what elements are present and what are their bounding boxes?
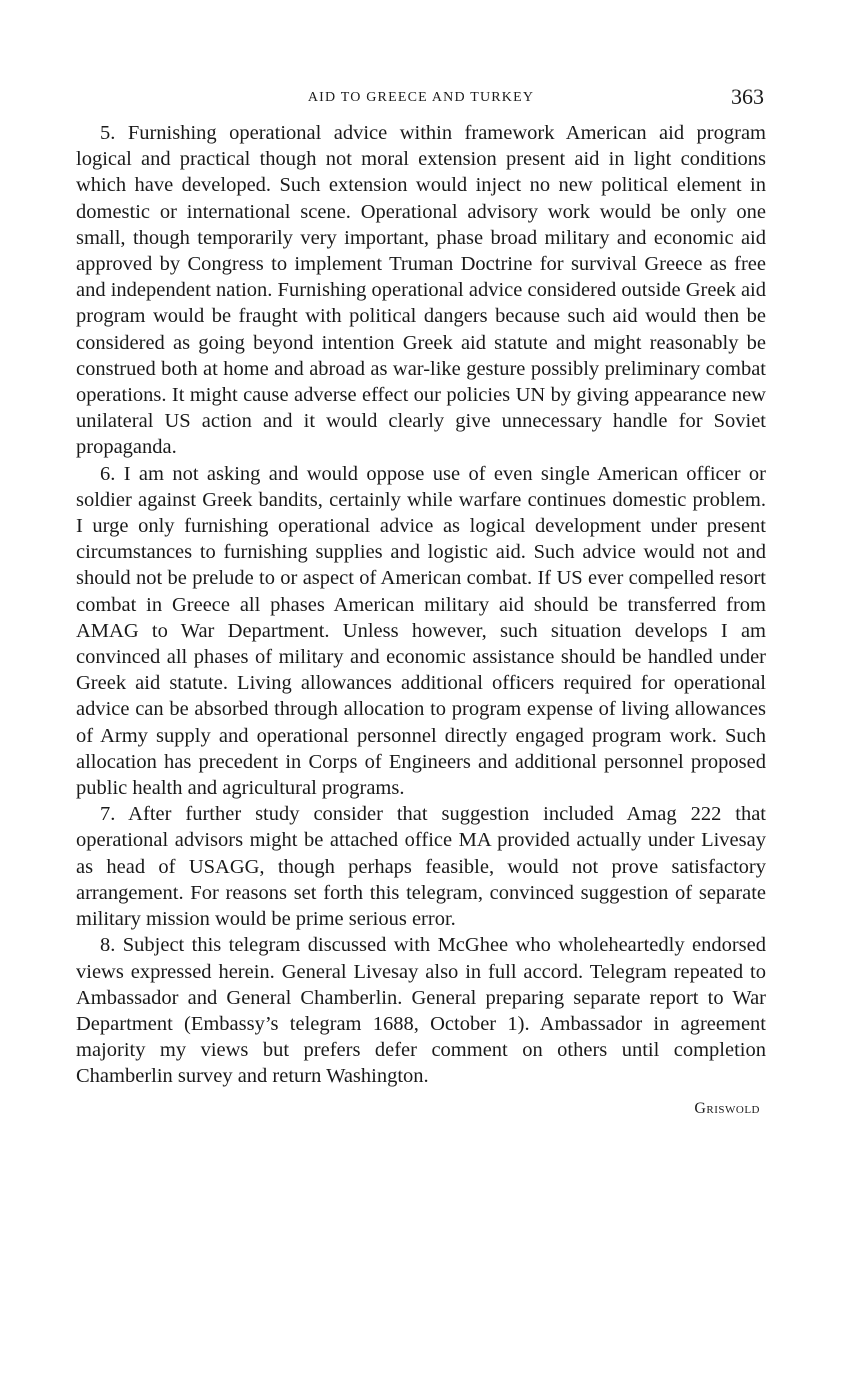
paragraph-7: 7. After further study consider that suggestion included Amag 222 that operational advisors might be attached office MA provided actually under Livesay as head of USAGG, though perhaps feasible, would not prove satisfactory arrangement. For reasons set forth this telegram, convinced suggestion of separate military mission would be prime serious error.	[76, 803, 766, 931]
paragraph-6: 6. I am not asking and would oppose use of even single American officer or soldier against Greek bandits, certainly while warfare continues domestic problem. I urge only furnishing operational advice as logical development under present circumstances to furnishing supplies and logistic aid. Such advice would not and should not be prelude to or aspect of American combat. If US ever compelled resort combat in Greece all phases American military aid should be transferred from AMAG to War Department. Unless however, such situation develops I am convinced all phases of military and economic assistance should be handled under Greek aid statute. Living allowances additional officers required for operational advice can be absorbed through allocation to program expense of living allowances of Army supply and operational personnel directly engaged program work. Such allocation has precedent in Corps of Engineers and additional personnel proposed public health and agricultural programs.	[76, 462, 766, 800]
page-number: 363	[731, 84, 764, 109]
running-title: AID TO GREECE AND TURKEY	[307, 90, 535, 105]
paragraph-8: 8. Subject this telegram discussed with McGhee who wholeheartedly endorsed views expressed herein. General Livesay also in full accord. Telegram repeated to Ambassador and General Chamberlin. General preparing separate report to War Department (Embassy’s telegram 1688, October 1). Ambassador in agreement majority my views but prefers defer comment on others until completion Chamberlin survey and return Washington.	[76, 934, 766, 1088]
body-text	[76, 120, 766, 1090]
signature: Griswold	[694, 1099, 760, 1117]
paragraph-5: 5. Furnishing operational advice within framework American aid program logical and practical though not moral extension present aid in light conditions which have developed. Such extension would inject no new political element in domestic or international scene. Operational advisory work would be only one small, though temporarily very important, phase broad military and economic aid approved by Congress to implement Truman Doctrine for survival Greece as free and independent nation. Furnishing operational advice considered outside Greek aid program would be fraught with political dangers because such aid would then be considered as going beyond intention Greek aid statute and might reasonably be construed both at home and abroad as war-like gesture possibly preliminary combat operations. It might cause adverse effect our policies UN by giving appearance new unilateral US action and it would clearly give unnecessary handle for Soviet propaganda.	[76, 122, 766, 459]
document-page	[76, 84, 766, 1118]
running-header	[76, 84, 766, 114]
